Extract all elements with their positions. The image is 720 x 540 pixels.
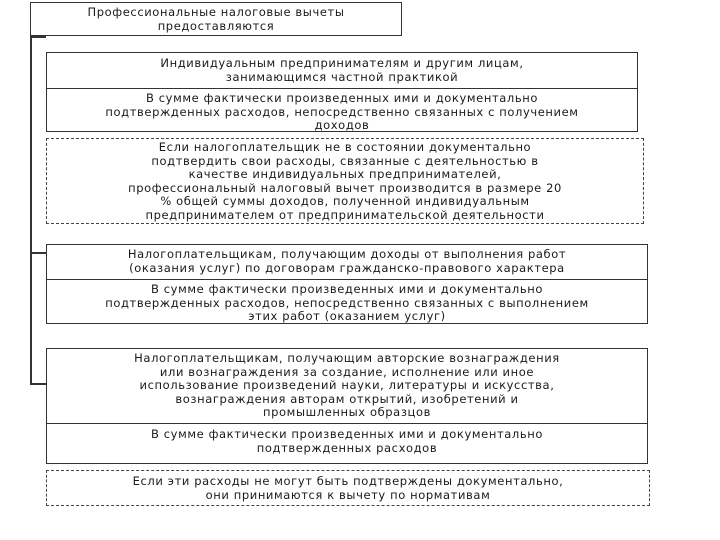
- group1-body-line1: В сумме фактически произведенных ими и документально: [146, 91, 538, 105]
- group1-note: [46, 138, 644, 224]
- group1-note-line5: % общей суммы доходов, полученной индивидуальным: [160, 194, 530, 208]
- group3-body-line2: подтвержденных расходов: [256, 440, 438, 455]
- group2-box: [46, 244, 648, 324]
- group3-header-line5: промышленных образцов: [263, 405, 431, 419]
- top-box-title-line1: Профессиональные налоговые вычеты: [87, 5, 345, 19]
- group1-note-line3: качестве индивидуальных предпринимателей,: [188, 167, 502, 181]
- top-box: [30, 2, 402, 36]
- group3-box: [46, 348, 648, 464]
- group1-box: [46, 52, 638, 132]
- group1-body-line3: доходов: [314, 118, 370, 132]
- group1-note-line1: Если налогоплательщик не в состоянии документально: [158, 140, 532, 154]
- connector-branch-3: [30, 383, 46, 385]
- group1-note-line2: подтвердить свои расходы, связанные с деятельностью в: [151, 153, 539, 168]
- group2-body-line2: подтвержденных расходов, непосредственно связанных с выполнением: [105, 295, 589, 310]
- group2-separator: [47, 279, 647, 280]
- group3-separator: [47, 423, 647, 424]
- group3-header-line3: использование произведений науки, литературы и искусства,: [139, 378, 555, 392]
- group1-body-line2: подтвержденных расходов, непосредственно связанных с получением: [105, 104, 579, 119]
- group3-note-line2: они принимаются к вычету по нормативам: [205, 487, 491, 502]
- group1-separator: [47, 88, 637, 89]
- group3-header-line2: или вознаграждения за создание, исполнение или иное: [159, 364, 535, 379]
- connector-branch-2: [30, 252, 46, 254]
- group3-note-line1: Если эти расходы не могут быть подтверждены документально,: [132, 474, 564, 488]
- connector-trunk: [30, 36, 32, 384]
- connector-branch-1: [30, 36, 46, 38]
- group1-header-line2: занимающимся частной практикой: [225, 69, 459, 84]
- top-box-title-line2: предоставляются: [157, 18, 275, 33]
- group3-body-line1: В сумме фактически произведенных ими и документально: [151, 427, 543, 441]
- group1-header-line1: Индивидуальным предпринимателям и другим лицам,: [160, 56, 524, 70]
- group2-body-line1: В сумме фактически произведенных ими и документально: [151, 282, 543, 296]
- group1-note-line6: предпринимателем от предпринимательской деятельности: [145, 207, 545, 222]
- group2-body-line3: этих работ (оказанием услуг): [248, 309, 446, 323]
- group2-header-line1: Налогоплательщикам, получающим доходы от выполнения работ: [127, 247, 567, 261]
- group3-note: [46, 470, 650, 506]
- group2-header-line2: (оказания услуг) по договорам гражданско-правового характера: [129, 260, 565, 275]
- group3-header-line1: Налогоплательщикам, получающим авторские вознаграждения: [134, 351, 560, 365]
- group1-note-line4: профессиональный налоговый вычет производится в размере 20: [128, 180, 562, 195]
- group3-header-line4: вознаграждения авторам открытий, изобретений и: [175, 391, 519, 406]
